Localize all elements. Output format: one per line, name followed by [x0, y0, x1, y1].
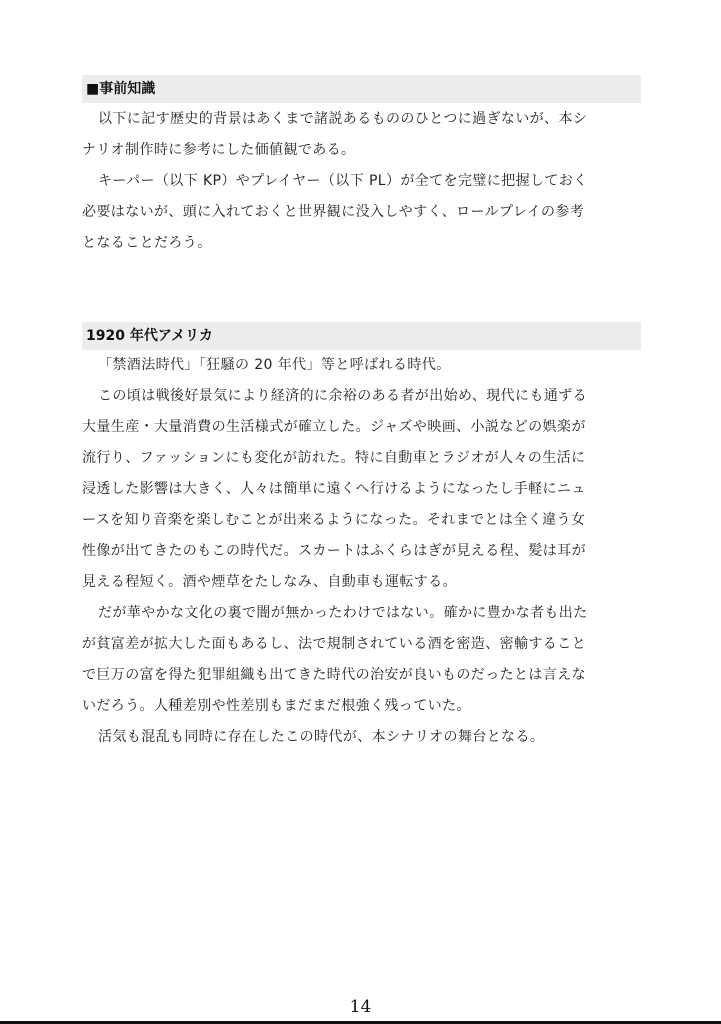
- text-line: キーパー（以下 KP）やプレイヤー（以下 PL）が全てを完璧に把握しておく: [98, 173, 588, 189]
- text-line: となることだろう。: [82, 235, 212, 251]
- text-line: 大量生産・大量消費の生活様式が確立した。ジャズや映画、小説などの娯楽が: [82, 419, 586, 435]
- text-line: いだろう。人種差別や性差別もまだまだ根強く残っていた。: [82, 698, 471, 714]
- text-line: 性像が出てきたのもこの時代だ。スカートはふくらはぎが見える程、髪は耳が: [82, 543, 586, 559]
- text-line: 「禁酒法時代」「狂騒の 20 年代」等と呼ばれる時代。: [98, 357, 451, 373]
- text-line: この頃は戦後好景気により経済的に余裕のある者が出始め、現代にも通ずる: [98, 388, 588, 404]
- text-line: だが華やかな文化の裏で闇が無かったわけではない。確かに豊かな者も出た: [98, 605, 588, 621]
- text-line: 以下に記す歴史的背景はあくまで諸説あるもののひとつに過ぎないが、本シ: [98, 111, 588, 127]
- section-heading-prior-knowledge: ■事前知識: [82, 75, 641, 103]
- paragraph-block-1920s-america: [82, 350, 626, 753]
- text-line: で巨万の富を得た犯罪組織も出てきた時代の治安が良いものだったとは言えな: [82, 667, 586, 683]
- section-heading-1920s-america: 1920 年代アメリカ: [82, 322, 641, 350]
- text-line: 流行り、ファッションにも変化が訪れた。特に自動車とラジオが人々の生活に: [82, 450, 586, 466]
- paragraph-block-prior-knowledge: [82, 104, 626, 259]
- text-line: ースを知り音楽を楽しむことが出来るようになった。それまでとは全く違う女: [82, 512, 586, 528]
- page-number: 14: [349, 997, 372, 1017]
- text-line: 活気も混乱も同時に存在したこの時代が、本シナリオの舞台となる。: [98, 729, 545, 745]
- text-line: ナリオ制作時に参考にした価値観である。: [82, 142, 356, 158]
- text-line: 浸透した影響は大きく、人々は簡単に遠くへ行けるようになったし手軽にニュ: [82, 481, 586, 497]
- text-line: 見える程短く。酒や煙草をたしなみ、自動車も運転する。: [82, 574, 457, 590]
- text-line: が貧富差が拡大した面もあるし、法で規制されている酒を密造、密輸すること: [82, 636, 586, 652]
- text-line: 必要はないが、頭に入れておくと世界観に没入しやすく、ロールプレイの参考: [82, 204, 585, 220]
